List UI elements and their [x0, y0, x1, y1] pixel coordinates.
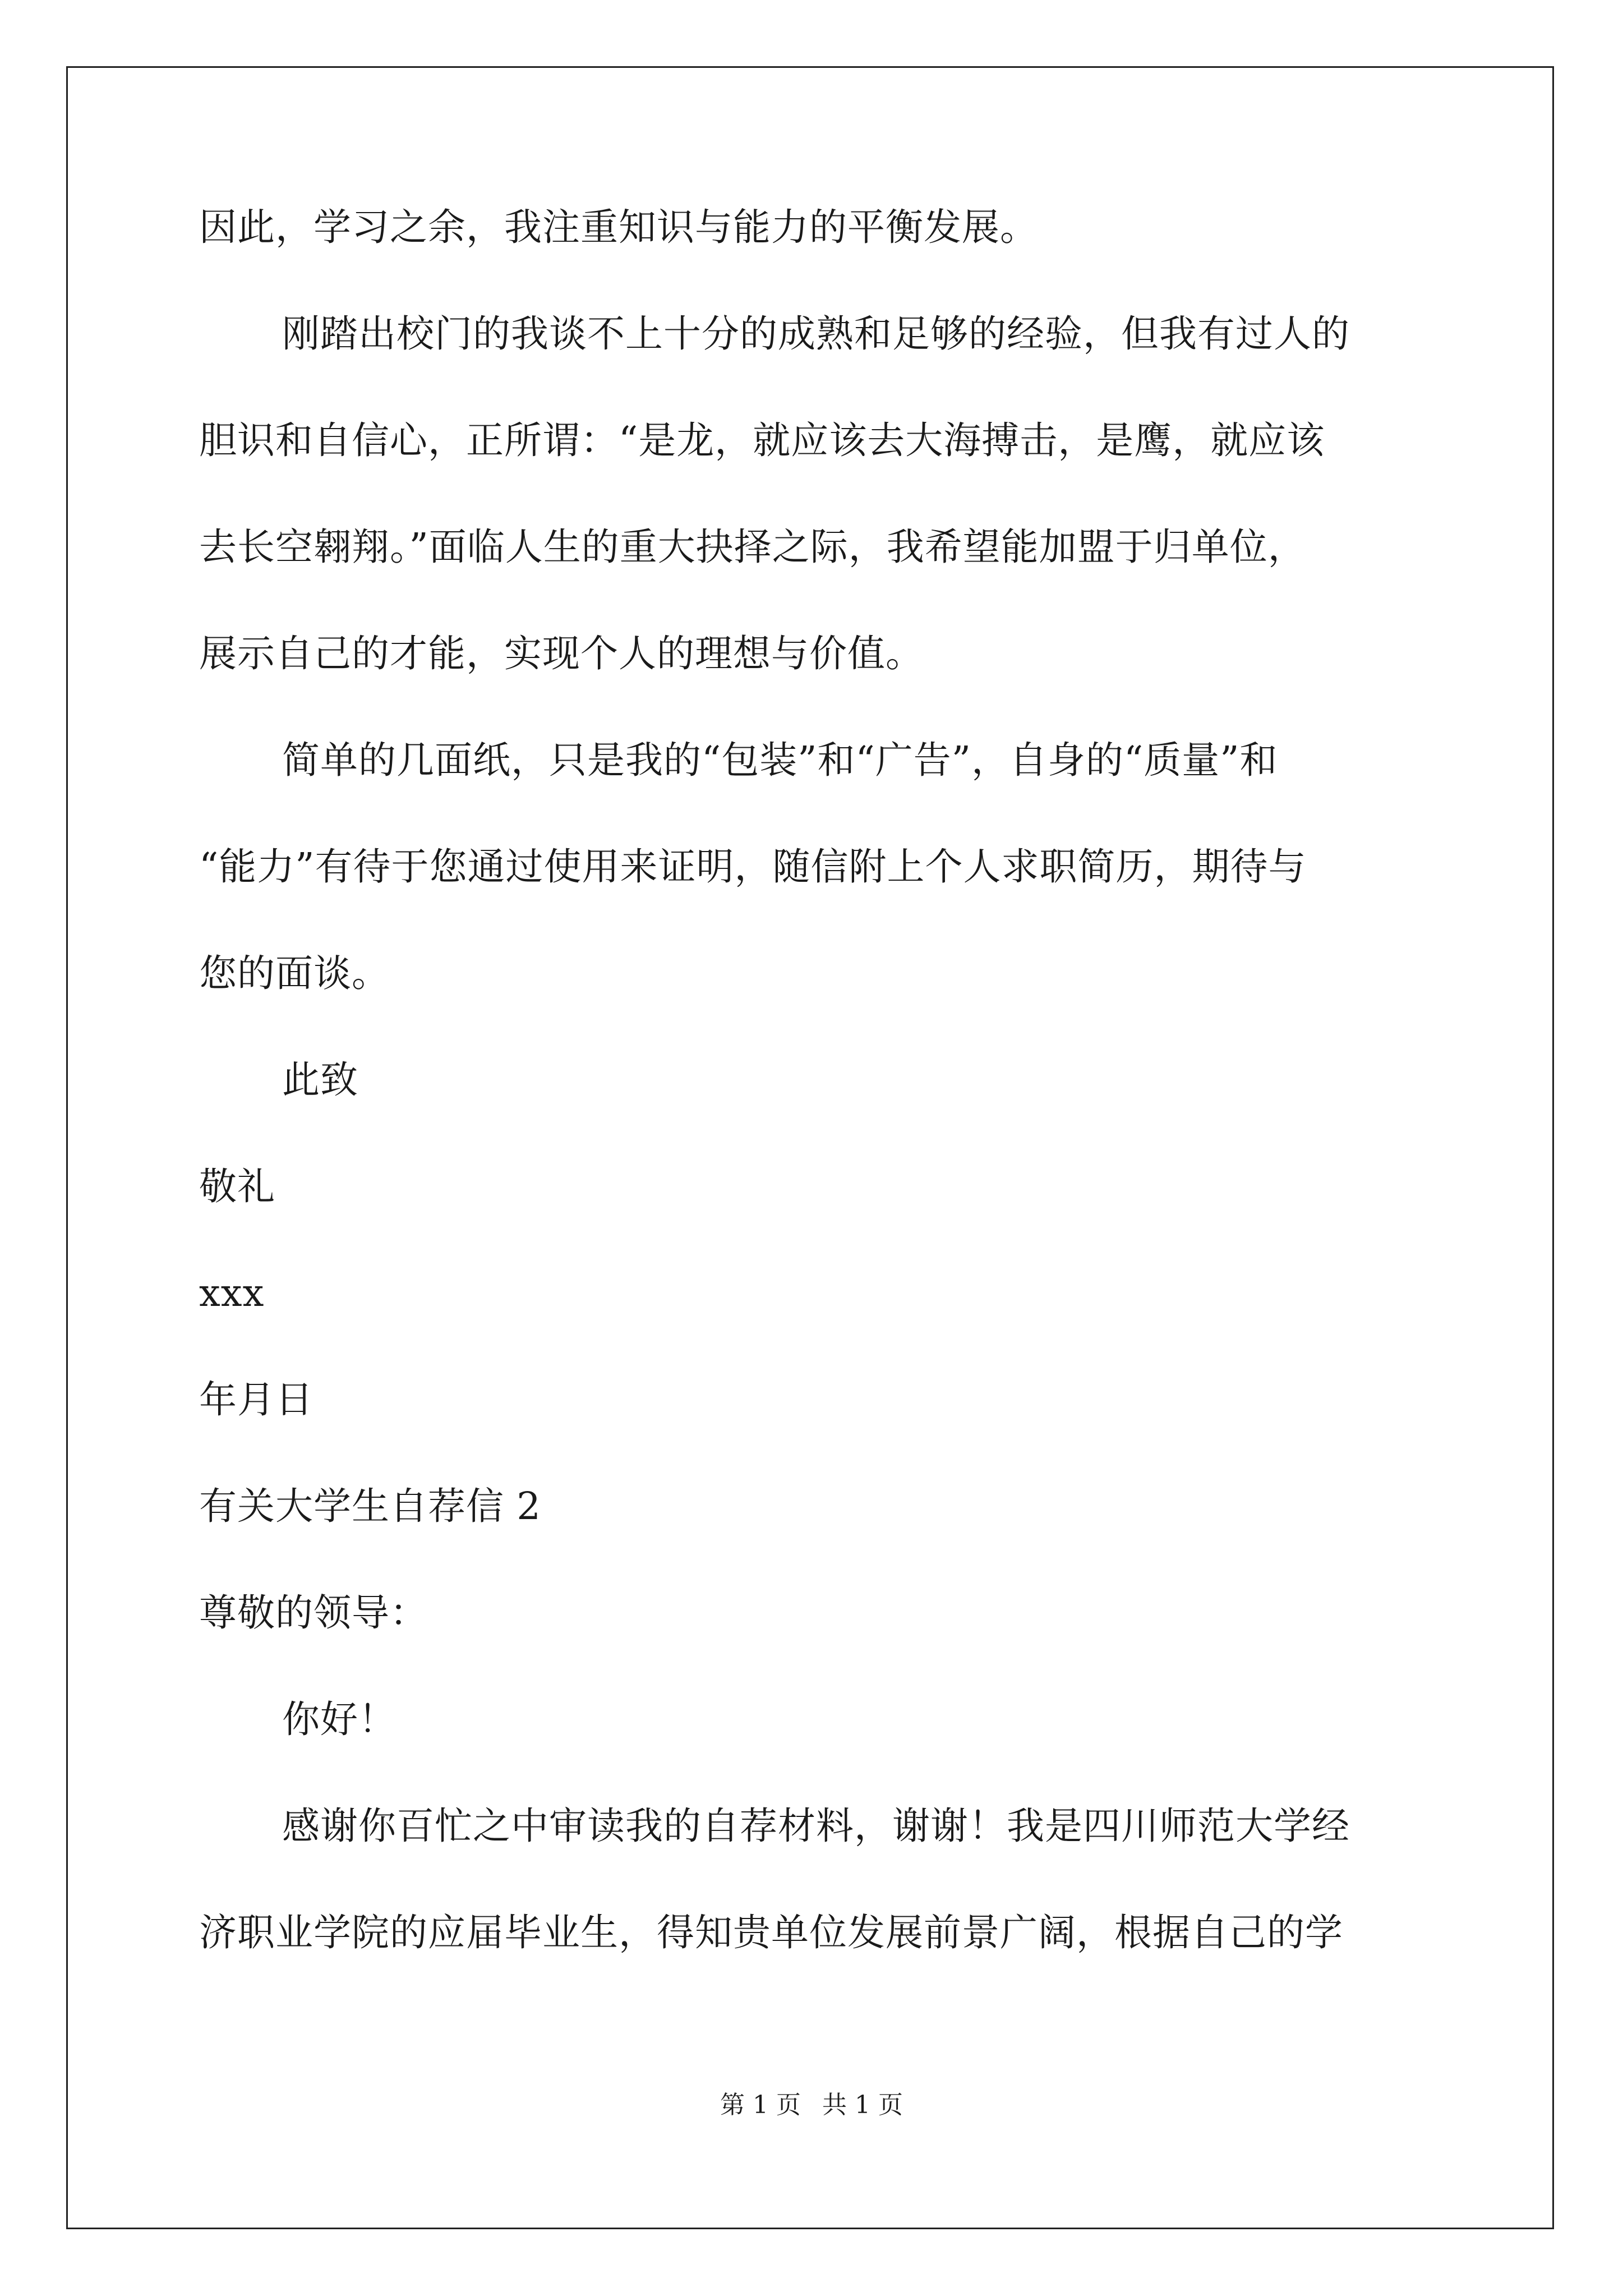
closing-salutation: 此致 — [282, 1058, 358, 1102]
paragraph-line: 感谢你百忙之中审读我的自荐材料，谢谢！我是四川师范大学经 — [282, 1804, 1350, 1848]
page-number-current: 第 1 页 — [720, 2091, 801, 2119]
paragraph-line: 刚踏出校门的我谈不上十分的成熟和足够的经验，但我有过人的 — [282, 312, 1350, 356]
greeting: 尊敬的领导： — [199, 1591, 428, 1635]
paragraph-line: 您的面谈。 — [199, 951, 390, 995]
paragraph-line: “能力”有待于您通过使用来证明，随信附上个人求职简历，期待与 — [199, 845, 1307, 889]
page-footer — [0, 2090, 1623, 2121]
signature-name: xxx — [199, 1271, 265, 1315]
paragraph-line: 胆识和自信心，正所谓：“是龙，就应该去大海搏击，是鹰，就应该 — [199, 418, 1325, 462]
paragraph-line: 因此，学习之余，我注重知识与能力的平衡发展。 — [199, 205, 1038, 249]
greeting-hello: 你好！ — [282, 1697, 396, 1741]
page-number-total: 共 1 页 — [822, 2091, 903, 2119]
signature-date: 年月日 — [199, 1378, 313, 1421]
closing-regards: 敬礼 — [199, 1165, 275, 1208]
paragraph-line: 展示自己的才能，实现个人的理想与价值。 — [199, 632, 924, 675]
section-title: 有关大学生自荐信 2 — [199, 1484, 541, 1528]
paragraph-line: 去长空翱翔。”面临人生的重大抉择之际，我希望能加盟于归单位， — [199, 525, 1306, 569]
page-border — [66, 66, 1554, 2229]
paragraph-line: 济职业学院的应届毕业生，得知贵单位发展前景广阔，根据自己的学 — [199, 1911, 1343, 1954]
paragraph-line: 简单的几面纸，只是我的“包装”和“广告”，自身的“质量”和 — [282, 738, 1278, 782]
